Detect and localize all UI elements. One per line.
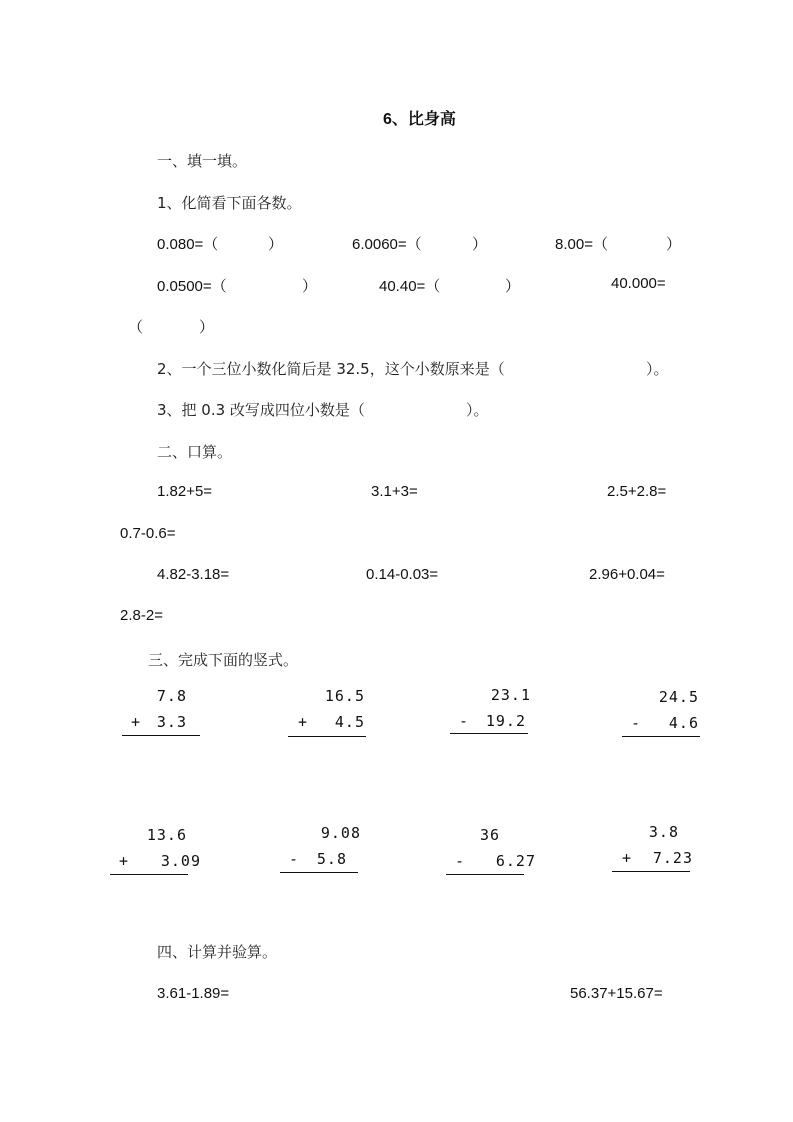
- vertical-bottom-operand: 4.6: [668, 714, 699, 732]
- vertical-bottom-operand: 5.8: [316, 850, 347, 868]
- answer-blank-close: ）: [666, 236, 682, 253]
- calc-check-item: 3.61-1.89=: [157, 985, 230, 1002]
- mental-math-item: 2.5+2.8=: [607, 483, 667, 500]
- vertical-operator: +: [622, 849, 633, 867]
- mental-math-item: 4.82-3.18=: [157, 566, 230, 583]
- answer-blank-close: ）: [472, 236, 488, 253]
- simplify-item-2: 6.0060=（: [352, 236, 422, 253]
- mental-math-item: 1.82+5=: [157, 483, 213, 500]
- vertical-answer-line: [446, 874, 524, 875]
- mental-math-item: 2.8-2=: [120, 607, 163, 624]
- section-heading-mental-math: 二、口算。: [157, 443, 233, 461]
- vertical-top-operand: 16.5: [324, 687, 365, 705]
- vertical-top-operand: 13.6: [146, 826, 187, 844]
- vertical-answer-line: [622, 736, 700, 737]
- vertical-top-operand: 36: [480, 826, 501, 844]
- calc-check-item: 56.37+15.67=: [570, 985, 663, 1002]
- vertical-operator: +: [119, 852, 130, 870]
- vertical-answer-line: [288, 736, 366, 737]
- vertical-top-operand: 3.8: [648, 823, 679, 841]
- question-1-prompt: 1、化简看下面各数。: [157, 194, 302, 212]
- answer-blank-close: ）: [268, 236, 284, 253]
- answer-blank-open: （: [128, 319, 144, 336]
- simplify-item-3: 8.00=（: [555, 236, 608, 253]
- answer-blank-close: ）: [505, 278, 521, 295]
- mental-math-item: 2.96+0.04=: [589, 566, 665, 583]
- simplify-item-5: 40.40=（: [379, 278, 441, 295]
- vertical-bottom-operand: 19.2: [485, 712, 526, 730]
- answer-blank-close: ）。: [646, 360, 669, 378]
- vertical-operator: -: [459, 712, 470, 730]
- mental-math-item: 3.1+3=: [371, 483, 418, 500]
- question-3-text: 3、把 0.3 改写成四位小数是（: [157, 401, 365, 419]
- answer-blank-close: ）: [199, 319, 215, 336]
- vertical-operator: -: [289, 850, 300, 868]
- vertical-answer-line: [450, 733, 528, 734]
- vertical-bottom-operand: 7.23: [652, 849, 693, 867]
- simplify-item-4: 0.0500=（: [157, 278, 227, 295]
- answer-blank-close: ）。: [466, 401, 489, 419]
- section-heading-fill-in: 一、填一填。: [157, 152, 248, 170]
- answer-blank-close: ）: [302, 278, 318, 295]
- vertical-operator: +: [131, 713, 142, 731]
- vertical-top-operand: 23.1: [490, 686, 531, 704]
- mental-math-item: 0.14-0.03=: [366, 566, 439, 583]
- vertical-bottom-operand: 3.09: [160, 852, 201, 870]
- vertical-bottom-operand: 6.27: [495, 852, 536, 870]
- simplify-item-1: 0.080=（: [157, 236, 219, 253]
- mental-math-item: 0.7-0.6=: [120, 525, 176, 542]
- vertical-top-operand: 7.8: [156, 687, 187, 705]
- vertical-operator: -: [455, 852, 466, 870]
- vertical-top-operand: 24.5: [658, 688, 699, 706]
- vertical-answer-line: [122, 735, 200, 736]
- vertical-top-operand: 9.08: [320, 824, 361, 842]
- vertical-answer-line: [110, 874, 188, 875]
- simplify-item-6: 40.000=: [611, 275, 666, 292]
- section-heading-vertical-calc: 三、完成下面的竖式。: [148, 651, 299, 669]
- vertical-answer-line: [612, 871, 690, 872]
- vertical-operator: -: [631, 714, 642, 732]
- question-2-text: 2、一个三位小数化简后是 32.5，这个小数原来是（: [157, 360, 505, 378]
- page-title: 6、比身高: [383, 111, 456, 128]
- section-heading-calc-and-check: 四、计算并验算。: [157, 943, 278, 961]
- vertical-operator: +: [298, 713, 309, 731]
- vertical-answer-line: [280, 872, 358, 873]
- vertical-bottom-operand: 4.5: [334, 713, 365, 731]
- vertical-bottom-operand: 3.3: [156, 713, 187, 731]
